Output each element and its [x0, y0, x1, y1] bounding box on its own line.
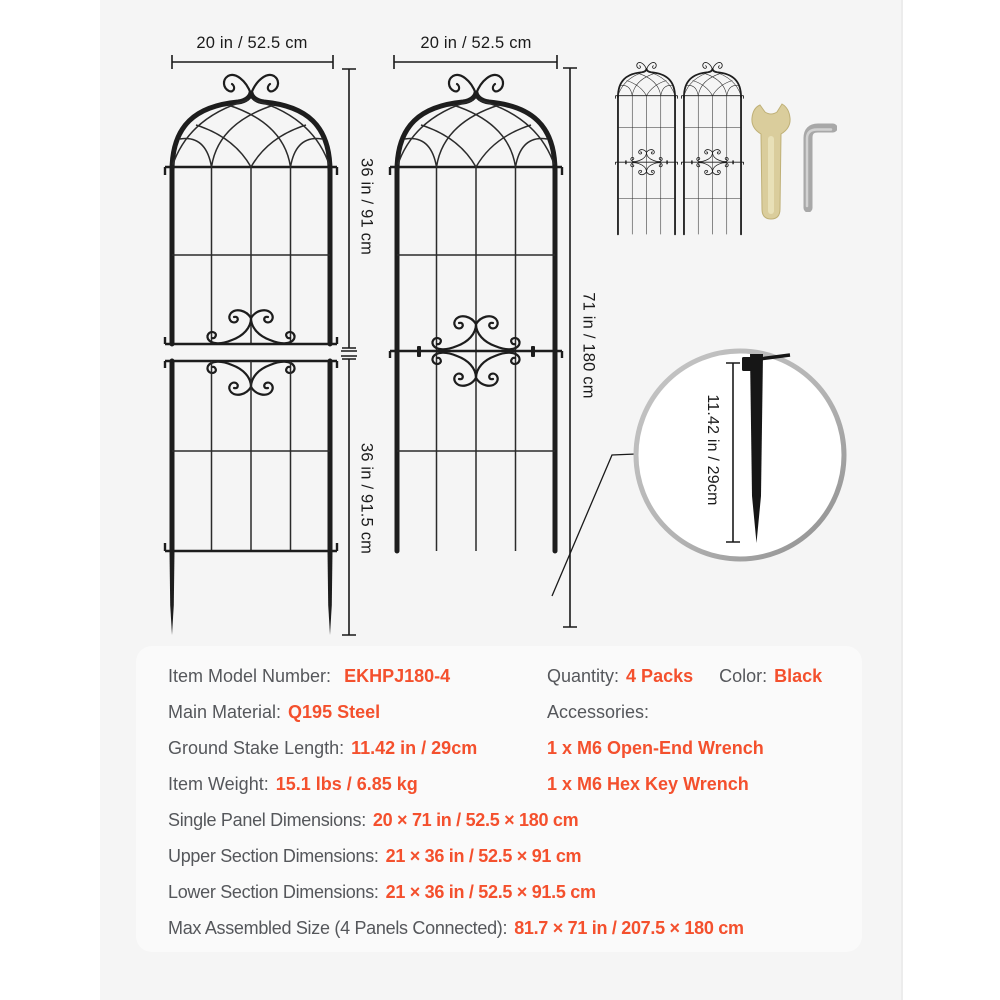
- upper-section-value: 21 × 36 in / 52.5 × 91 cm: [385, 846, 582, 866]
- single-panel-label: Single Panel Dimensions:: [168, 810, 366, 830]
- max-assembled-value: 81.7 × 71 in / 207.5 × 180 cm: [514, 918, 744, 938]
- spec-row-accessory-1: [547, 736, 764, 760]
- upper-section-label: Upper Section Dimensions:: [168, 846, 379, 866]
- weight-value: 15.1 lbs / 6.85 kg: [275, 774, 418, 794]
- accessory-1-value: 1 x M6 Open-End Wrench: [547, 738, 764, 758]
- color-label: Color:: [719, 666, 768, 686]
- right-panel-width-label: 20 in / 52.5 cm: [420, 34, 532, 52]
- upper-section-height-label: 36 in / 91 cm: [357, 157, 376, 256]
- spec-row-material: [168, 700, 380, 724]
- spec-row-weight: [168, 772, 418, 796]
- spec-row-lower-section: [168, 880, 596, 904]
- spec-row-upper-section: [168, 844, 581, 868]
- lower-section-label: Lower Section Dimensions:: [168, 882, 379, 902]
- material-value: Q195 Steel: [288, 702, 381, 722]
- accessory-2-value: 1 x M6 Hex Key Wrench: [547, 774, 749, 794]
- stake-length-spec-value: 11.42 in / 29cm: [351, 738, 478, 758]
- lower-section-value: 21 × 36 in / 52.5 × 91.5 cm: [385, 882, 596, 902]
- single-panel-value: 20 × 71 in / 52.5 × 180 cm: [372, 810, 579, 830]
- stake-length-label: 11.42 in / 29cm: [704, 394, 721, 506]
- accessories-label: Accessories:: [547, 702, 650, 722]
- lower-section-height-label: 36 in / 91.5 cm: [357, 442, 376, 555]
- material-label: Main Material:: [168, 702, 282, 722]
- weight-label: Item Weight:: [168, 774, 269, 794]
- spec-row-max-assembled: [168, 916, 744, 940]
- color-value: Black: [774, 666, 823, 686]
- spec-panel: [136, 646, 862, 952]
- spec-row-model: [168, 664, 450, 688]
- ground-stake-zoom-circle: [631, 346, 849, 564]
- model-value: EKHPJ180-4: [344, 666, 451, 686]
- spec-row-single-panel: [168, 808, 578, 832]
- left-panel-width-label: 20 in / 52.5 cm: [196, 34, 308, 52]
- spec-row-accessories: [547, 700, 649, 724]
- max-assembled-label: Max Assembled Size (4 Panels Connected):: [168, 918, 508, 938]
- spec-row-stake-length: [168, 736, 477, 760]
- total-height-label: 71 in / 180 cm: [579, 292, 598, 399]
- model-label: Item Model Number:: [168, 666, 332, 686]
- spec-row-quantity-color: [547, 664, 822, 688]
- stake-length-spec-label: Ground Stake Length:: [168, 738, 345, 758]
- spec-row-accessory-2: [547, 772, 749, 796]
- quantity-label: Quantity:: [547, 666, 620, 686]
- quantity-value: 4 Packs: [626, 666, 694, 686]
